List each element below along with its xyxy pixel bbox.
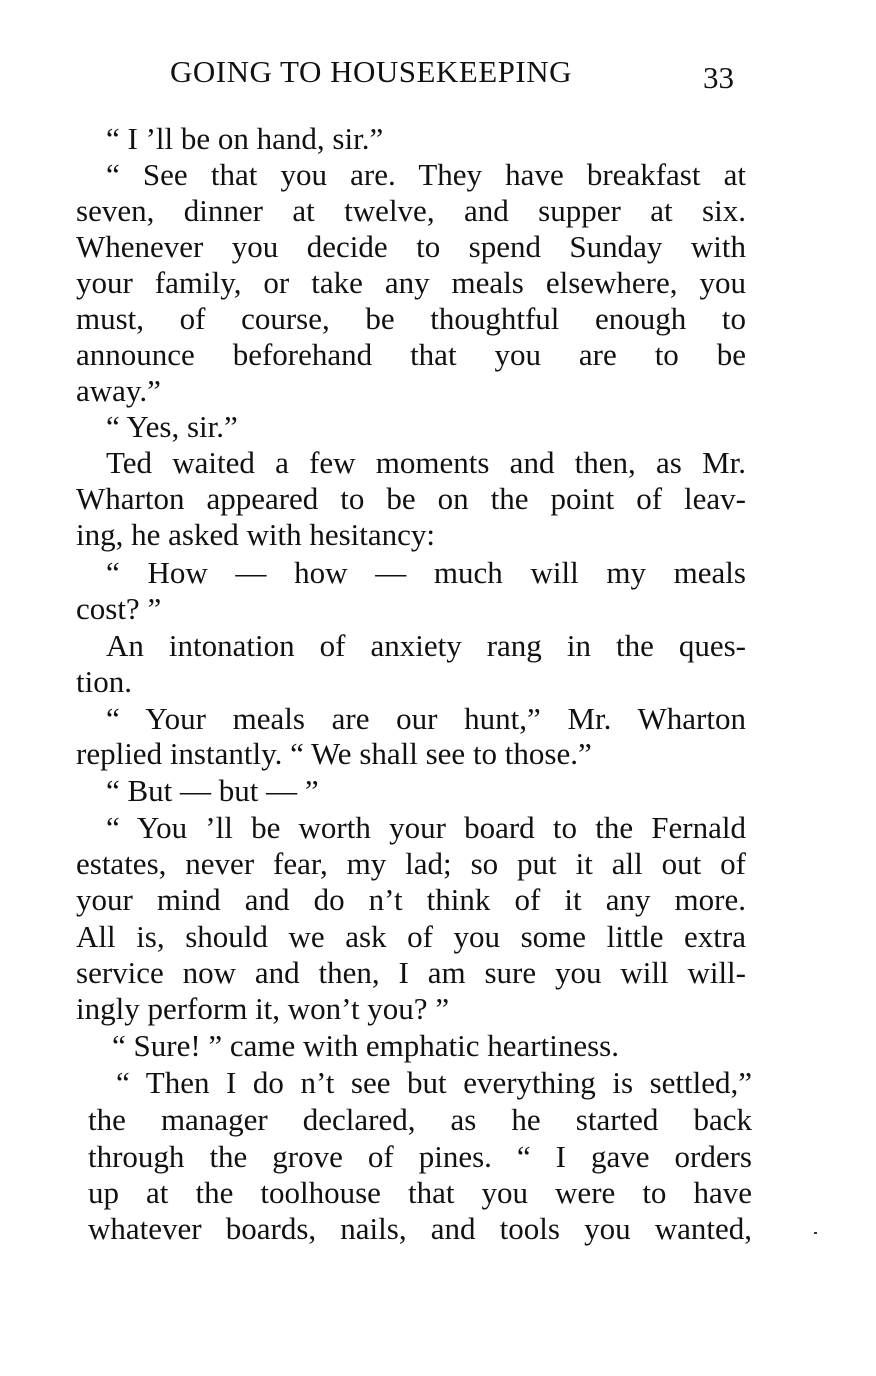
- text-line: tion.: [76, 664, 132, 699]
- text-line: “ Sure! ” came with emphatic heartiness.: [112, 1028, 619, 1063]
- text-line: seven, dinner at twelve, and supper at six.: [76, 193, 746, 228]
- text-line: “ Then I do n’t see but everything is settled,”: [116, 1065, 752, 1100]
- text-line: Whenever you decide to spend Sunday with: [76, 229, 746, 264]
- text-line: “ But — but — ”: [106, 773, 319, 808]
- text-line: cost? ”: [76, 591, 162, 626]
- running-title: GOING TO HOUSEKEEPING: [170, 54, 573, 89]
- text-line: “ You ’ll be worth your board to the Fernald: [106, 810, 746, 845]
- text-line: through the grove of pines. “ I gave orders: [88, 1139, 752, 1174]
- running-head: [0, 50, 876, 95]
- text-line: ingly perform it, won’t you? ”: [76, 991, 450, 1026]
- text-line: replied instantly. “ We shall see to those.”: [76, 736, 592, 771]
- text-line: ing, he asked with hesitancy:: [76, 517, 435, 552]
- text-line: service now and then, I am sure you will will-: [76, 955, 746, 990]
- text-line: “ How — how — much will my meals: [106, 555, 746, 590]
- text-line: up at the toolhouse that you were to have: [88, 1175, 752, 1210]
- text-line: Wharton appeared to be on the point of leav-: [76, 481, 746, 516]
- text-line: estates, never fear, my lad; so put it all out of: [76, 846, 746, 881]
- text-line: the manager declared, as he started back: [88, 1102, 752, 1137]
- text-line: “ I ’ll be on hand, sir.”: [106, 121, 384, 156]
- text-line: “ Yes, sir.”: [106, 409, 238, 444]
- text-line: All is, should we ask of you some little extra: [76, 919, 746, 954]
- text-line: Ted waited a few moments and then, as Mr.: [106, 445, 746, 480]
- text-line: your mind and do n’t think of it any more.: [76, 882, 746, 917]
- text-line: announce beforehand that you are to be: [76, 337, 746, 372]
- page-number: 33: [703, 60, 734, 95]
- text-line: whatever boards, nails, and tools you wanted,: [88, 1211, 752, 1246]
- text-line: “ See that you are. They have breakfast at: [106, 157, 746, 192]
- text-line: must, of course, be thoughtful enough to: [76, 301, 746, 336]
- text-line: An intonation of anxiety rang in the ques-: [106, 628, 746, 663]
- print-speck: [814, 1232, 817, 1234]
- text-line: “ Your meals are our hunt,” Mr. Wharton: [106, 701, 746, 736]
- text-line: your family, or take any meals elsewhere, you: [76, 265, 746, 300]
- text-line: away.”: [76, 373, 161, 408]
